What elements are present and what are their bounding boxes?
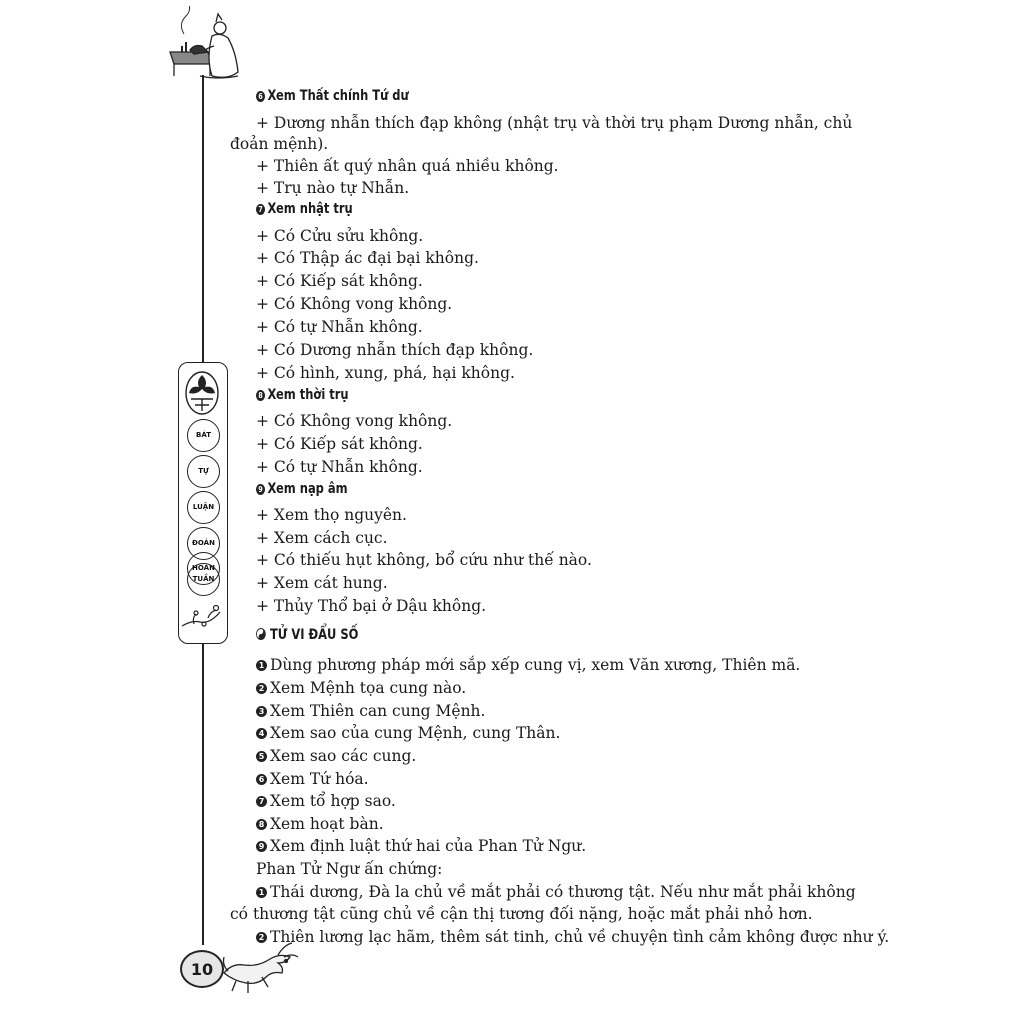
proof-number-marker: 2 [256, 932, 267, 943]
step-number-marker: 5 [256, 751, 267, 762]
section-title: TỬ VI ĐẨU SỐ [269, 627, 359, 643]
list-item: + Có Thập ác đại bại không. [256, 249, 479, 267]
proof-number-marker: 1 [256, 887, 267, 898]
section-heading-nhat-tru [256, 201, 353, 217]
list-item: + Xem cách cục. [256, 529, 388, 547]
section-heading-thoi-tru [256, 387, 349, 403]
list-item: + Có tự Nhẫn không. [256, 318, 423, 336]
list-item: + Xem cát hung. [256, 574, 388, 592]
section-title: Xem nạp âm [267, 481, 348, 497]
list-item-continuation: đoản mệnh). [230, 135, 329, 153]
sidebar-label-tuan: TUẦN [187, 563, 220, 596]
section-title: Xem Thất chính Tứ dư [267, 88, 409, 104]
list-item: + Có tự Nhẫn không. [256, 458, 423, 476]
list-item: + Có Kiếp sát không. [256, 272, 423, 290]
plum-sprig-icon [180, 598, 224, 634]
step-number-marker: 7 [256, 796, 267, 807]
ornament-emblem-icon [183, 369, 221, 417]
list-item: + Trụ nào tự Nhẫn. [256, 179, 410, 197]
list-item: + Có thiếu hụt không, bổ cứu như thế nào. [256, 551, 592, 569]
list-item: + Có Dương nhẫn thích đạp không. [256, 341, 534, 359]
numbered-step [256, 700, 485, 722]
numbered-step [256, 768, 369, 790]
step-number-marker: 1 [256, 660, 267, 671]
numbered-step [256, 835, 586, 857]
page-number: 10 [180, 950, 224, 988]
scholar-illustration [160, 6, 248, 84]
step-text: Xem Thiên can cung Mệnh. [270, 702, 486, 720]
proof-heading: Phan Tử Ngư ấn chứng: [256, 860, 443, 878]
step-text: Xem sao các cung. [270, 747, 417, 765]
sidebar-label-hoan: HOÀN [187, 552, 220, 585]
proof-text: Thiên lương lạc hãm, thêm sát tinh, chủ về chuyện tình cảm không được như ý. [270, 928, 890, 946]
step-number-marker: 3 [256, 706, 267, 717]
proof-item [256, 926, 889, 948]
list-item: + Có Không vong không. [256, 295, 453, 313]
step-text: Dùng phương pháp mới sắp xếp cung vị, xem Văn xương, Thiên mã. [270, 656, 801, 674]
section-number-marker: 6 [256, 91, 265, 102]
numbered-step [256, 790, 396, 812]
list-item: + Thiên ất quý nhân quá nhiều không. [256, 157, 559, 175]
numbered-step [256, 813, 384, 835]
decorative-vertical-rule-bottom [202, 640, 204, 945]
sidebar-label-bat: BÁT [187, 419, 220, 452]
sidebar-label-doan: ĐOÁN [187, 527, 220, 560]
section-heading-that-chinh [256, 88, 409, 104]
sidebar-label-luan: LUẬN [187, 491, 220, 524]
step-number-marker: 4 [256, 728, 267, 739]
proof-text: Thái dương, Đà la chủ về mắt phải có thương tật. Nếu như mắt phải không [270, 883, 856, 901]
list-item: + Có hình, xung, phá, hại không. [256, 364, 515, 382]
step-text: Xem sao của cung Mệnh, cung Thân. [270, 724, 561, 742]
step-number-marker: 2 [256, 683, 267, 694]
section-title: Xem thời trụ [267, 387, 349, 403]
list-item: + Thủy Thổ bại ở Dậu không. [256, 597, 487, 615]
section-number-marker: 8 [256, 390, 265, 401]
step-text: Xem hoạt bàn. [270, 815, 384, 833]
proof-item [256, 881, 856, 903]
section-number-marker: 7 [256, 204, 265, 215]
numbered-step [256, 745, 416, 767]
step-number-marker: 8 [256, 819, 267, 830]
step-text: Xem Mệnh tọa cung nào. [270, 679, 467, 697]
numbered-step [256, 654, 800, 676]
proof-item-continuation: có thương tật cũng chủ về cận thị tương đối nặng, hoặc mắt phải nhỏ hơn. [230, 905, 813, 923]
step-number-marker: 6 [256, 774, 267, 785]
step-number-marker: 9 [256, 841, 267, 852]
step-text: Xem Tứ hóa. [270, 770, 369, 788]
decorative-vertical-rule-top [202, 75, 204, 365]
list-item: + Xem thọ nguyên. [256, 506, 407, 524]
section-heading-tu-vi [256, 627, 358, 643]
section-title: Xem nhật trụ [267, 201, 353, 217]
list-item: + Có Cửu sửu không. [256, 227, 424, 245]
yin-yang-icon [256, 628, 266, 640]
step-text: Xem tổ hợp sao. [270, 792, 396, 810]
numbered-step [256, 677, 466, 699]
numbered-step [256, 722, 560, 744]
list-item: + Có Không vong không. [256, 412, 453, 430]
section-heading-nap-am [256, 481, 348, 497]
step-text: Xem định luật thứ hai của Phan Tử Ngư. [270, 837, 587, 855]
list-item: + Dương nhẫn thích đạp không (nhật trụ và thời trụ phạm Dương nhẫn, chủ [256, 114, 853, 132]
sidebar-label-tu: TỰ [187, 455, 220, 488]
list-item: + Có Kiếp sát không. [256, 435, 423, 453]
section-number-marker: 9 [256, 484, 265, 495]
